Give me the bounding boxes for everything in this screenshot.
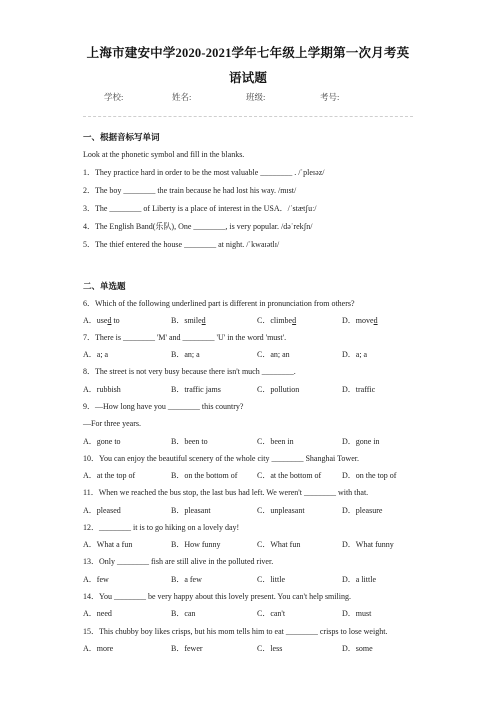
q8-option-a[interactable]: A．rubbish [83, 385, 121, 394]
q7-option-b[interactable]: B．an; a [171, 350, 200, 359]
q7-option-a[interactable]: A．a; a [83, 350, 109, 359]
q12-option-b[interactable]: B．How funny [171, 540, 221, 549]
q15-option-d[interactable]: D．some [342, 644, 373, 653]
section2-heading: 二、单选题 [83, 281, 126, 291]
header-divider [83, 116, 413, 117]
q12-option-d[interactable]: D．What funny [342, 540, 394, 549]
q9-option-c[interactable]: C．been in [257, 437, 294, 446]
name-field-label: 姓名: [172, 92, 192, 102]
q15-option-c[interactable]: C．less [257, 644, 283, 653]
q14-option-a[interactable]: A．need [83, 609, 112, 618]
q6-option-d[interactable]: D．moved [342, 316, 378, 325]
question-12: 12．________ it is to go hiking on a lovely day! [83, 523, 240, 532]
question-3: 3．The ________ of Liberty is a place of interest in the USA．/ˈstætʃuː/ [83, 204, 317, 213]
section1-instruction: Look at the phonetic symbol and fill in the blanks. [83, 150, 245, 159]
q13-option-a[interactable]: A．few [83, 575, 109, 584]
question-10: 10．You can enjoy the beautiful scenery of the whole city ________ Shanghai Tower. [83, 454, 359, 463]
q11-option-d[interactable]: D．pleasure [342, 506, 383, 515]
q7-option-d[interactable]: D．a; a [342, 350, 368, 359]
q10-option-a[interactable]: A．at the top of [83, 471, 136, 480]
question-8: 8．The street is not very busy because there isn't much ________. [83, 367, 296, 376]
q10-option-d[interactable]: D．on the top of [342, 471, 397, 480]
question-14: 14．You ________ be very happy about this lovely present. You can't help smiling. [83, 592, 351, 601]
question-5: 5．The thief entered the house ________ at night. /ˈkwaɪətlɪ/ [83, 240, 280, 249]
q13-option-d[interactable]: D．a little [342, 575, 376, 584]
q8-option-b[interactable]: B．traffic jams [171, 385, 221, 394]
q13-option-c[interactable]: C．little [257, 575, 285, 584]
q11-option-a[interactable]: A．pleased [83, 506, 121, 515]
q14-option-c[interactable]: C．can't [257, 609, 286, 618]
q8-option-d[interactable]: D．traffic [342, 385, 376, 394]
q7-option-c[interactable]: C．an; an [257, 350, 290, 359]
question-15: 15．This chubby boy likes crisps, but his mom tells him to eat ________ crisps to lose weight. [83, 627, 388, 636]
question-7: 7．There is ________ 'M' and ________ 'U' in the word 'must'. [83, 333, 287, 342]
q10-option-b[interactable]: B．on the bottom of [171, 471, 238, 480]
q8-option-c[interactable]: C．pollution [257, 385, 300, 394]
question-2: 2．The boy ________ the train because he had lost his way. /mɪst/ [83, 186, 297, 195]
q14-option-b[interactable]: B．can [171, 609, 196, 618]
question-11: 11．When we reached the bus stop, the last bus had left. We weren't ________ with that. [83, 488, 369, 497]
exam-title-line1: 上海市建安中学2020-2021学年七年级上学期第一次月考英 [86, 46, 410, 60]
class-field-label: 班级: [246, 92, 266, 102]
question-6: 6．Which of the following underlined part is different in pronunciation from others? [83, 299, 355, 308]
question-4: 4．The English Band(乐队), One ________, is very popular. /dəˈrekʃn/ [83, 222, 313, 231]
number-field-label: 考号: [320, 92, 340, 102]
section1-heading: 一、根据音标写单词 [83, 132, 160, 142]
school-field-label: 学校: [104, 92, 124, 102]
exam-title-line2: 语试题 [228, 71, 268, 85]
q15-option-a[interactable]: A．more [83, 644, 114, 653]
question-9-reply: —For three years. [83, 419, 141, 428]
q6-option-b[interactable]: B．smiled [171, 316, 206, 325]
q9-option-d[interactable]: D．gone in [342, 437, 380, 446]
q13-option-b[interactable]: B．a few [171, 575, 202, 584]
q6-option-a[interactable]: A．used to [83, 316, 120, 325]
q9-option-a[interactable]: A．gone to [83, 437, 121, 446]
q11-option-b[interactable]: B．pleasant [171, 506, 211, 515]
q11-option-c[interactable]: C．unpleasant [257, 506, 305, 515]
question-1: 1．They practice hard in order to be the most valuable ________ . /ˈpleɪəz/ [83, 168, 325, 177]
q12-option-a[interactable]: A．What a fun [83, 540, 133, 549]
q6-option-c[interactable]: C．climbed [257, 316, 297, 325]
q10-option-c[interactable]: C．at the bottom of [257, 471, 322, 480]
question-9: 9．—How long have you ________ this country? [83, 402, 244, 411]
question-13: 13．Only ________ fish are still alive in the polluted river. [83, 557, 274, 566]
q15-option-b[interactable]: B．fewer [171, 644, 203, 653]
q9-option-b[interactable]: B．been to [171, 437, 208, 446]
q14-option-d[interactable]: D．must [342, 609, 372, 618]
q12-option-c[interactable]: C．What fun [257, 540, 301, 549]
